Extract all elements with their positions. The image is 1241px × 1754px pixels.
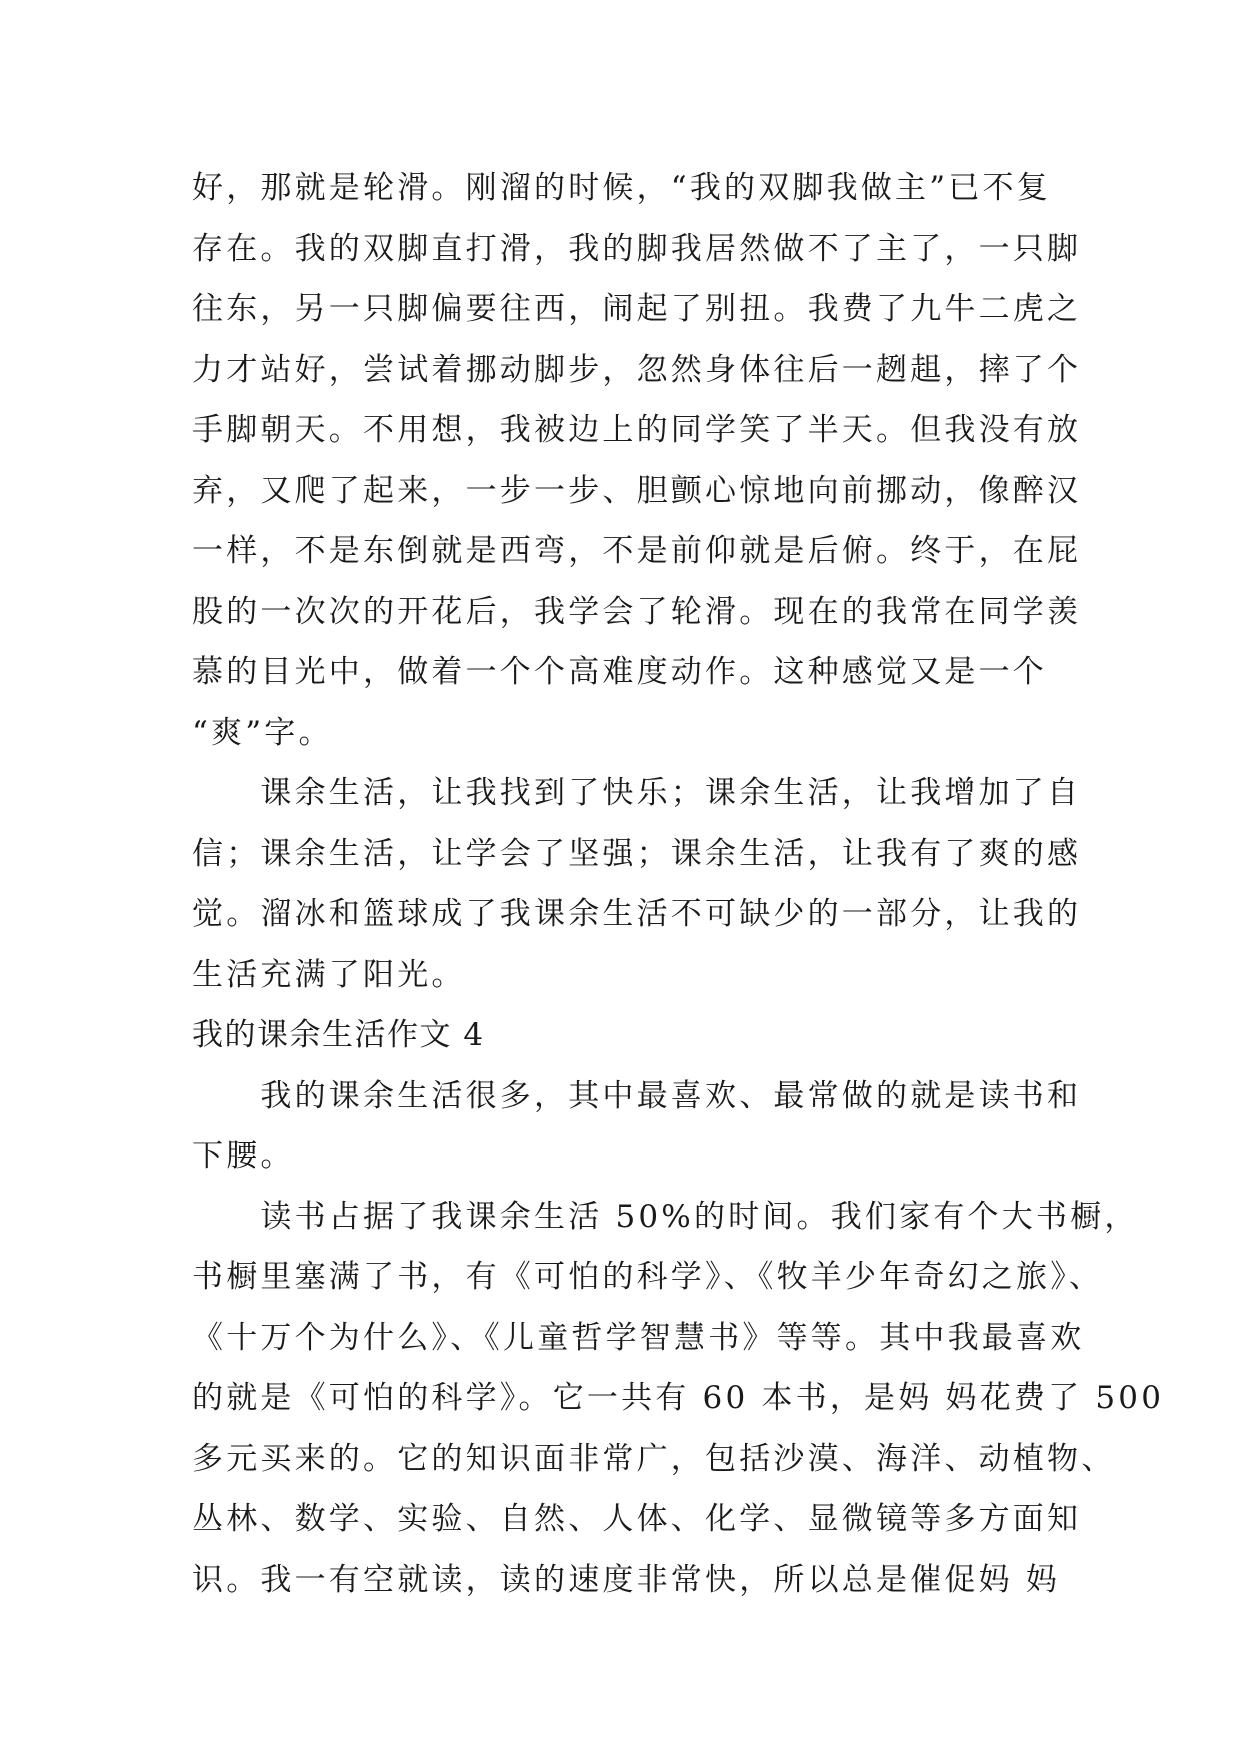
text-line: 读书占据了我课余生活 50%的时间。我们家有个大书橱， <box>192 1198 1139 1235</box>
text-line: 的就是《可怕的科学》。它一共有 60 本书，是妈 妈花费了 500 <box>192 1380 1165 1416</box>
text-line: 书橱里塞满了书，有《可怕的科学》、《牧羊少年奇幻之旅》、 <box>192 1259 1104 1295</box>
text-line: 手脚朝天。不用想，我被边上的同学笑了半天。但我没有放 <box>192 412 1082 448</box>
text-line: 丛林、数学、实验、自然、人体、化学、显微镜等多方面知 <box>192 1501 1082 1537</box>
text-line: 多元买来的。它的知识面非常广，包括沙漠、海洋、动植物、 <box>192 1440 1116 1477</box>
text-line: 力才站好，尝试着挪动脚步，忽然身体往后一趔趄，摔了个 <box>192 351 1082 388</box>
text-line: 识。我一有空就读，读的速度非常快，所以总是催促妈 妈 <box>192 1561 1061 1598</box>
text-line: 生活充满了阳光。 <box>192 956 466 993</box>
section-heading: 我的课余生活作文 4 <box>192 1017 485 1053</box>
text-line: 《十万个为什么》、《儿童哲学智慧书》等等。其中我最喜欢 <box>192 1319 1085 1356</box>
text-line: 慕的目光中，做着一个个高难度动作。这种感觉又是一个 <box>192 654 1047 690</box>
text-line: “爽”字。 <box>192 714 333 751</box>
text-line: 信；课余生活，让学会了坚强；课余生活，让我有了爽的感 <box>192 835 1082 872</box>
text-line: 觉。溜冰和篮球成了我课余生活不可缺少的一部分，让我的 <box>192 896 1082 932</box>
text-line: 存在。我的双脚直打滑，我的脚我居然做不了主了，一只脚 <box>192 230 1082 267</box>
text-line: 一样，不是东倒就是西弯，不是前仰就是后俯。终于，在屁 <box>192 533 1082 569</box>
text-line: 下腰。 <box>192 1138 295 1174</box>
essay-text <box>192 158 1165 1610</box>
text-line: 往东，另一只脚偏要往西，闹起了别扭。我费了九牛二虎之 <box>192 291 1082 327</box>
text-line: 课余生活，让我找到了快乐；课余生活，让我增加了自 <box>192 775 1082 811</box>
text-line: 好，那就是轮滑。刚溜的时候，“我的双脚我做主”已不复 <box>192 170 1051 206</box>
text-line: 股的一次次的开花后，我学会了轮滑。现在的我常在同学羡 <box>192 593 1082 630</box>
text-line: 我的课余生活很多，其中最喜欢、最常做的就是读书和 <box>192 1077 1082 1114</box>
text-line: 弃，又爬了起来，一步一步、胆颤心惊地向前挪动，像醉汉 <box>192 472 1082 509</box>
